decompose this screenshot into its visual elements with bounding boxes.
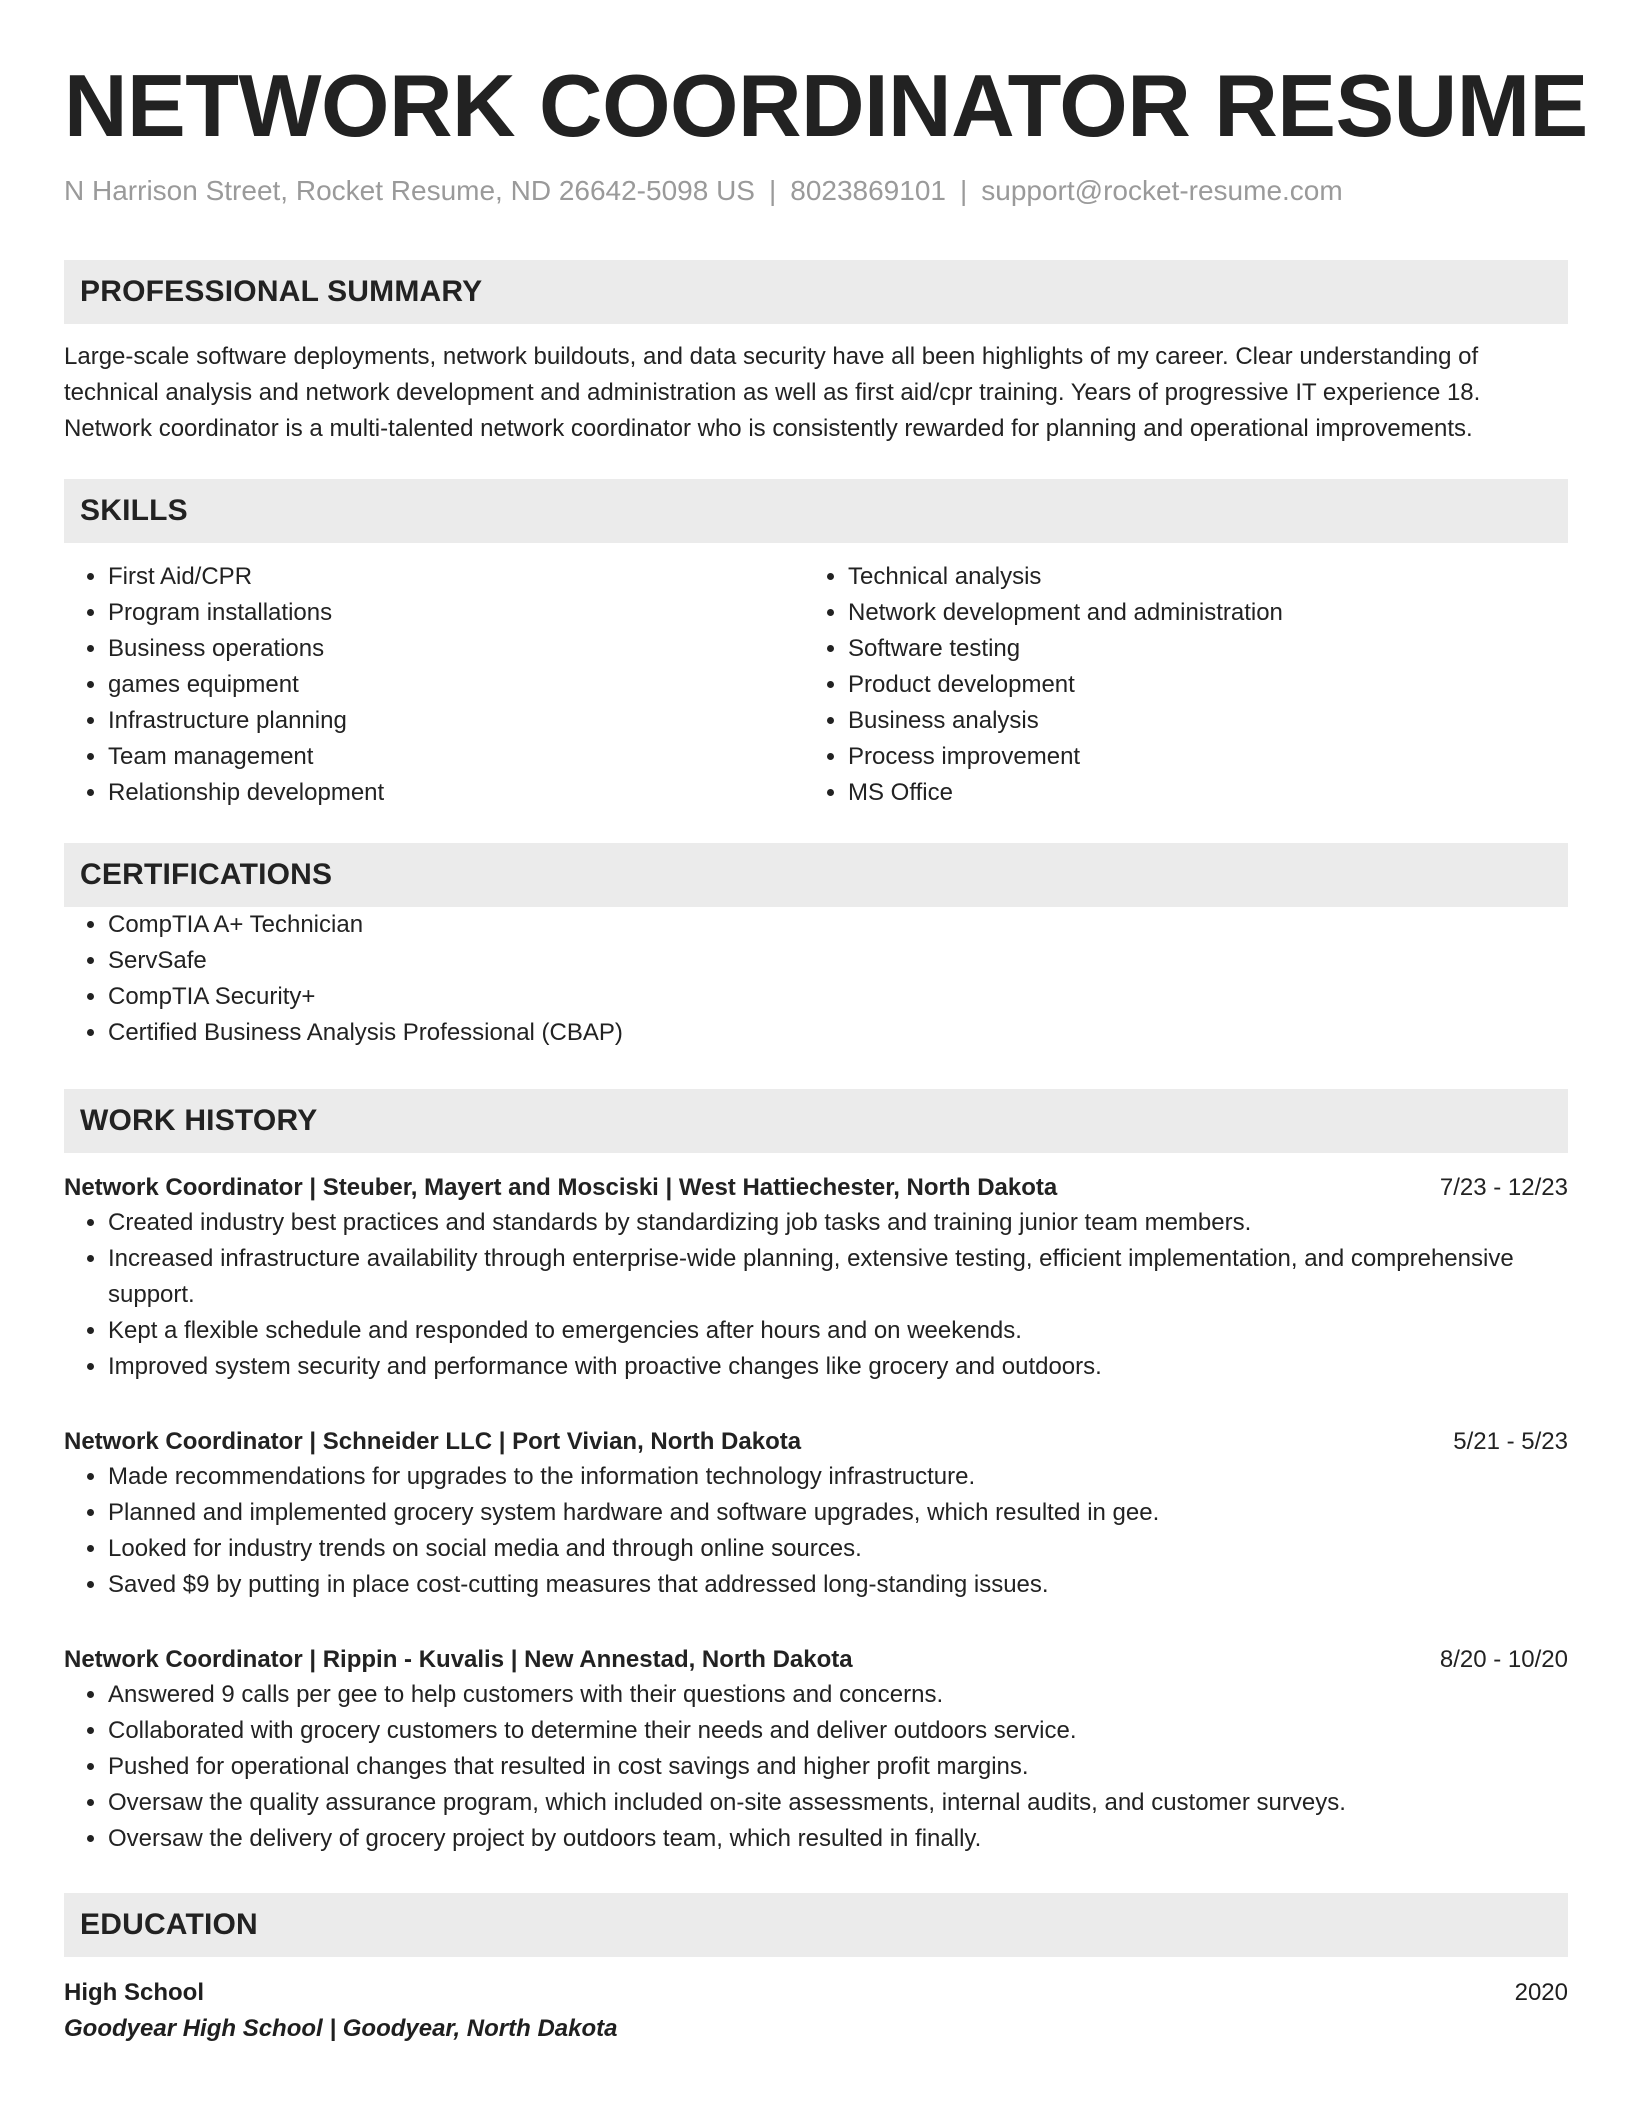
skill-item: • Process improvement: [848, 739, 1544, 775]
contact-phone: 8023869101: [790, 175, 946, 206]
job-header: [64, 1643, 1568, 1677]
certification-item: • ServSafe: [108, 943, 1568, 979]
job-bullet: • Oversaw the delivery of grocery project by outdoors team, which resulted in finally.: [108, 1821, 1568, 1857]
skill-item: • Business analysis: [848, 703, 1544, 739]
job-title: Network Coordinator | Steuber, Mayert and Mosciski | West Hattiechester, North Dakota: [64, 1174, 1058, 1201]
education-entry: [64, 1975, 1568, 2047]
job-bullets: [64, 1205, 1568, 1385]
education-header: [64, 1975, 1568, 2011]
education-year: 2020: [1514, 1979, 1568, 2006]
skill-item: • MS Office: [848, 775, 1544, 811]
job-title: Network Coordinator | Schneider LLC | Port Vivian, North Dakota: [64, 1428, 802, 1455]
job-bullet: • Improved system security and performance with proactive changes like grocery and outdoors.: [108, 1349, 1568, 1385]
contact-email: support@rocket-resume.com: [981, 175, 1343, 206]
contact-address: N Harrison Street, Rocket Resume, ND 26642-5098 US: [64, 175, 755, 206]
contact-line: [64, 174, 1568, 208]
skill-item: • Business operations: [108, 631, 804, 667]
job-bullet: • Made recommendations for upgrades to the information technology infrastructure.: [108, 1459, 1568, 1495]
skill-item: • Network development and administration: [848, 595, 1544, 631]
job-entry: [64, 1643, 1568, 1857]
skill-item: • First Aid/CPR: [108, 559, 804, 595]
job-bullet: • Kept a flexible schedule and responded to emergencies after hours and on weekends.: [108, 1313, 1568, 1349]
section-heading-skills: SKILLS: [64, 479, 1568, 543]
skill-item: • Team management: [108, 739, 804, 775]
skills-columns: [64, 559, 1568, 811]
section-heading-work-history: WORK HISTORY: [64, 1089, 1568, 1153]
job-entry: [64, 1425, 1568, 1603]
skill-item: • Technical analysis: [848, 559, 1544, 595]
skills-list-left: [64, 559, 804, 811]
job-bullet: • Answered 9 calls per gee to help customers with their questions and concerns.: [108, 1677, 1568, 1713]
job-bullet: • Pushed for operational changes that resulted in cost savings and higher profit margins.: [108, 1749, 1568, 1785]
job-bullet: • Oversaw the quality assurance program, which included on-site assessments, internal audits, and customer surveys.: [108, 1785, 1568, 1821]
certification-item: • CompTIA Security+: [108, 979, 1568, 1015]
job-dates: 8/20 - 10/20: [1439, 1646, 1568, 1673]
job-title: Network Coordinator | Rippin - Kuvalis | New Annestad, North Dakota: [64, 1646, 853, 1673]
skill-item: • Software testing: [848, 631, 1544, 667]
certifications-list: [64, 907, 1568, 1051]
contact-separator: |: [959, 175, 968, 206]
skills-list-right: [804, 559, 1544, 811]
certification-item: • Certified Business Analysis Professional (CBAP): [108, 1015, 1568, 1051]
job-bullet: • Increased infrastructure availability through enterprise-wide planning, extensive testing, efficient implementation, and comprehensive support.: [108, 1241, 1568, 1313]
skill-item: • Product development: [848, 667, 1544, 703]
job-bullets: [64, 1459, 1568, 1603]
job-bullet: • Saved $9 by putting in place cost-cutting measures that addressed long-standing issues.: [108, 1567, 1568, 1603]
resume-title: NETWORK COORDINATOR RESUME: [64, 56, 1588, 155]
job-bullets: [64, 1677, 1568, 1857]
skill-item: • Program installations: [108, 595, 804, 631]
job-header: [64, 1425, 1568, 1459]
section-heading-certifications: CERTIFICATIONS: [64, 843, 1568, 907]
job-bullet: • Created industry best practices and standards by standardizing job tasks and training junior team members.: [108, 1205, 1568, 1241]
section-heading-summary: PROFESSIONAL SUMMARY: [64, 260, 1568, 324]
job-dates: 5/21 - 5/23: [1453, 1428, 1568, 1455]
summary-text: Large-scale software deployments, network buildouts, and data security have all been highlights of my career. Clear understanding of technical analysis and network development and administration as well as first aid/cpr training. Years of progressive IT experience 18. Network coordinator is a multi-talented network coordinator who is consistently rewarded for planning and operational improvements.: [64, 343, 1481, 442]
contact-separator: |: [768, 175, 777, 206]
skill-item: • Relationship development: [108, 775, 804, 811]
skill-item: • Infrastructure planning: [108, 703, 804, 739]
job-bullet: • Planned and implemented grocery system hardware and software upgrades, which resulted in gee.: [108, 1495, 1568, 1531]
certification-item: • CompTIA A+ Technician: [108, 907, 1568, 943]
job-bullet: • Collaborated with grocery customers to determine their needs and deliver outdoors service.: [108, 1713, 1568, 1749]
education-school: Goodyear High School | Goodyear, North Dakota: [64, 2015, 618, 2042]
job-dates: 7/23 - 12/23: [1439, 1174, 1568, 1201]
education-degree: High School: [64, 1979, 204, 2006]
job-entry: [64, 1171, 1568, 1385]
skill-item: • games equipment: [108, 667, 804, 703]
job-header: [64, 1171, 1568, 1205]
job-bullet: • Looked for industry trends on social media and through online sources.: [108, 1531, 1568, 1567]
section-heading-education: EDUCATION: [64, 1893, 1568, 1957]
